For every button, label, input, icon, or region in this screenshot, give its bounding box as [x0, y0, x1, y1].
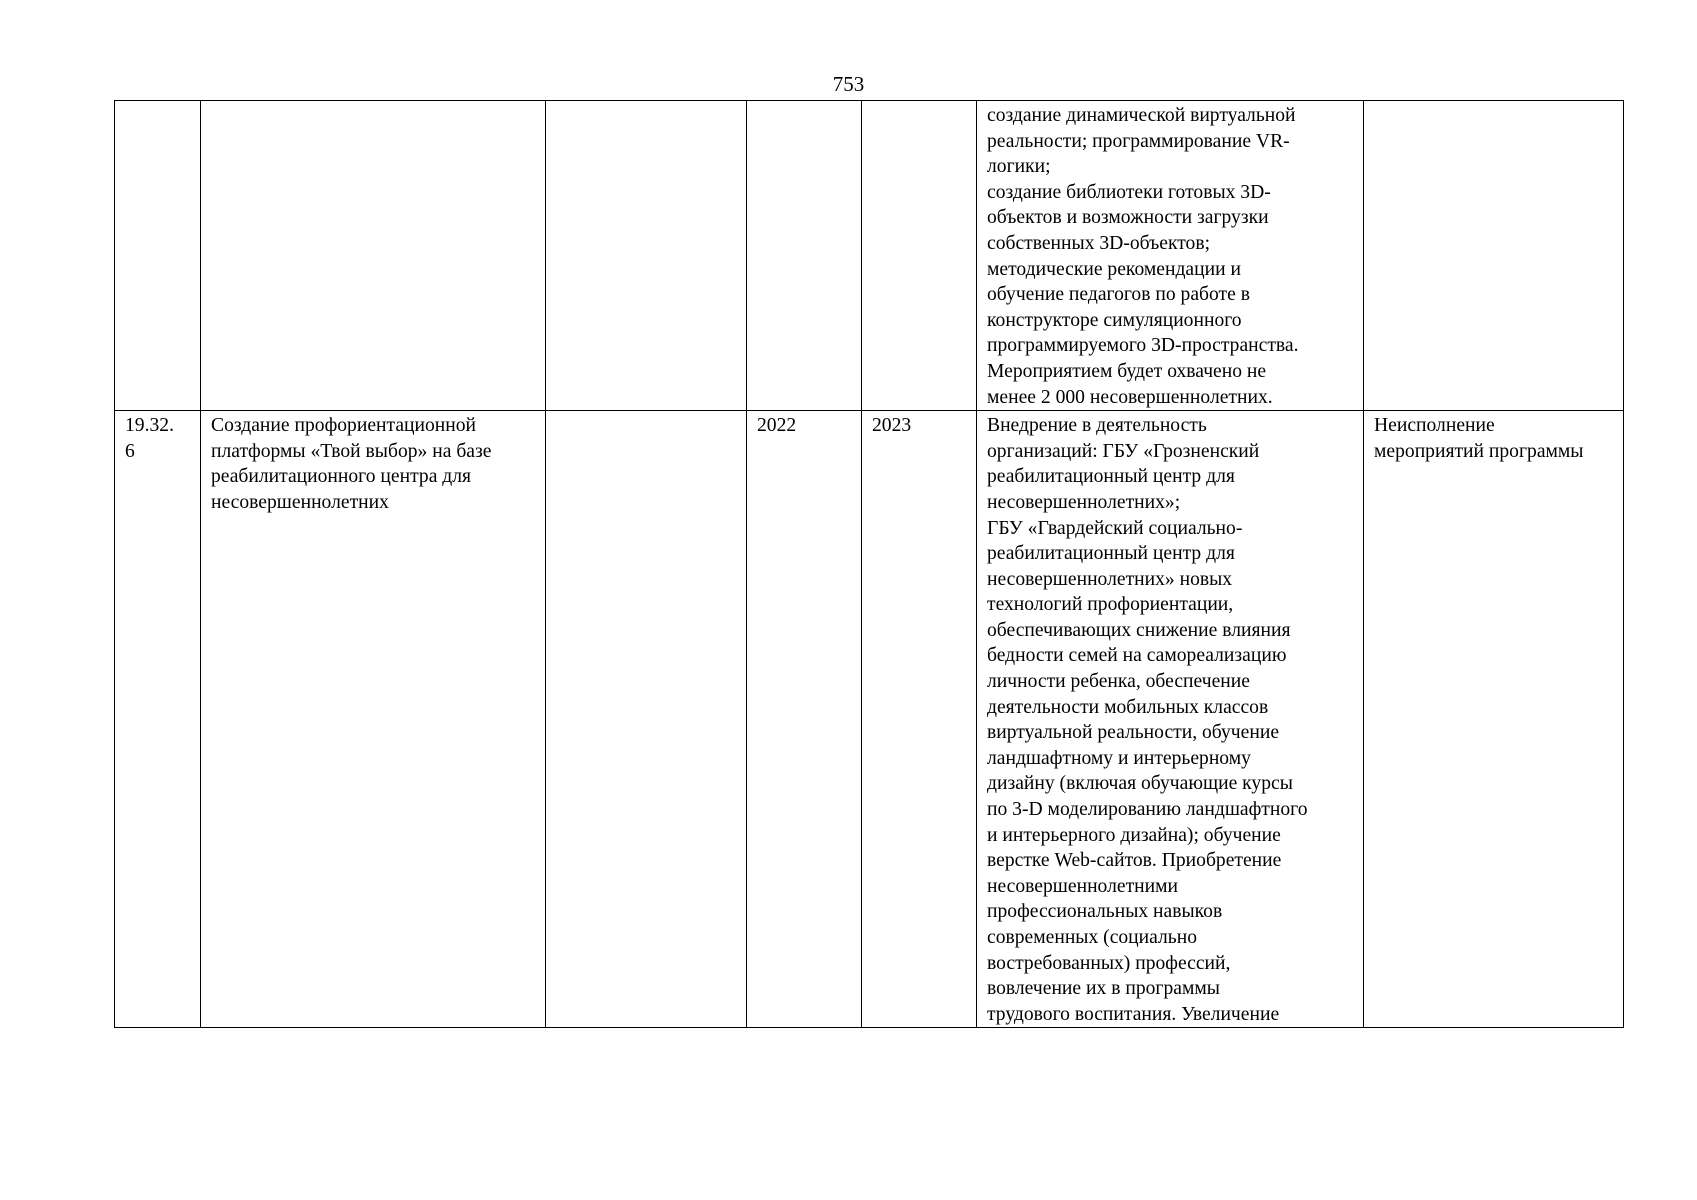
table-row [115, 411, 1624, 1028]
table-row [115, 101, 1624, 411]
measures-table [114, 100, 1624, 1028]
cell-number [115, 101, 201, 411]
page-number: 753 [832, 72, 865, 96]
cell-start-year [747, 101, 862, 411]
cell-consequence [1364, 101, 1624, 411]
cell-measure-name [201, 101, 546, 411]
cell-number: 19.32. 6 [115, 411, 201, 1028]
cell-measure-name: Создание профориентационной платформы «Твой выбор» на базе реабилитационного центра для несовершеннолетних [201, 411, 546, 1028]
cell-end-year: 2023 [862, 411, 977, 1028]
cell-expected-result: создание динамической виртуальной реальности; программирование VR- логики; создание библиотеки готовых 3D- объектов и возможности загрузки собственных 3D-объектов; методические рекомендации и обучение педагогов по работе в конструкторе симуляционного программируемого 3D-пространства. Мероприятием будет охвачено не менее 2 000 несовершеннолетних. [977, 101, 1364, 411]
cell-executor [546, 101, 747, 411]
cell-end-year [862, 101, 977, 411]
cell-expected-result: Внедрение в деятельность организаций: ГБУ «Грозненский реабилитационный центр для несовершеннолетних»; ГБУ «Гвардейский социально- реабилитационный центр для несовершеннолетних» новых технологий профориентации, обеспечивающих снижение влияния бедности семей на самореализацию личности ребенка, обеспечение деятельности мобильных классов виртуальной реальности, обучение ландшафтному и интерьерному дизайну (включая обучающие курсы по 3-D моделированию ландшафтного и интерьерного дизайна); обучение верстке Web-сайтов. Приобретение несовершеннолетними профессиональных навыков современных (социально востребованных) профессий, вовлечение их в программы трудового воспитания. Увеличение [977, 411, 1364, 1028]
cell-start-year: 2022 [747, 411, 862, 1028]
cell-consequence: Неисполнение мероприятий программы [1364, 411, 1624, 1028]
cell-executor [546, 411, 747, 1028]
